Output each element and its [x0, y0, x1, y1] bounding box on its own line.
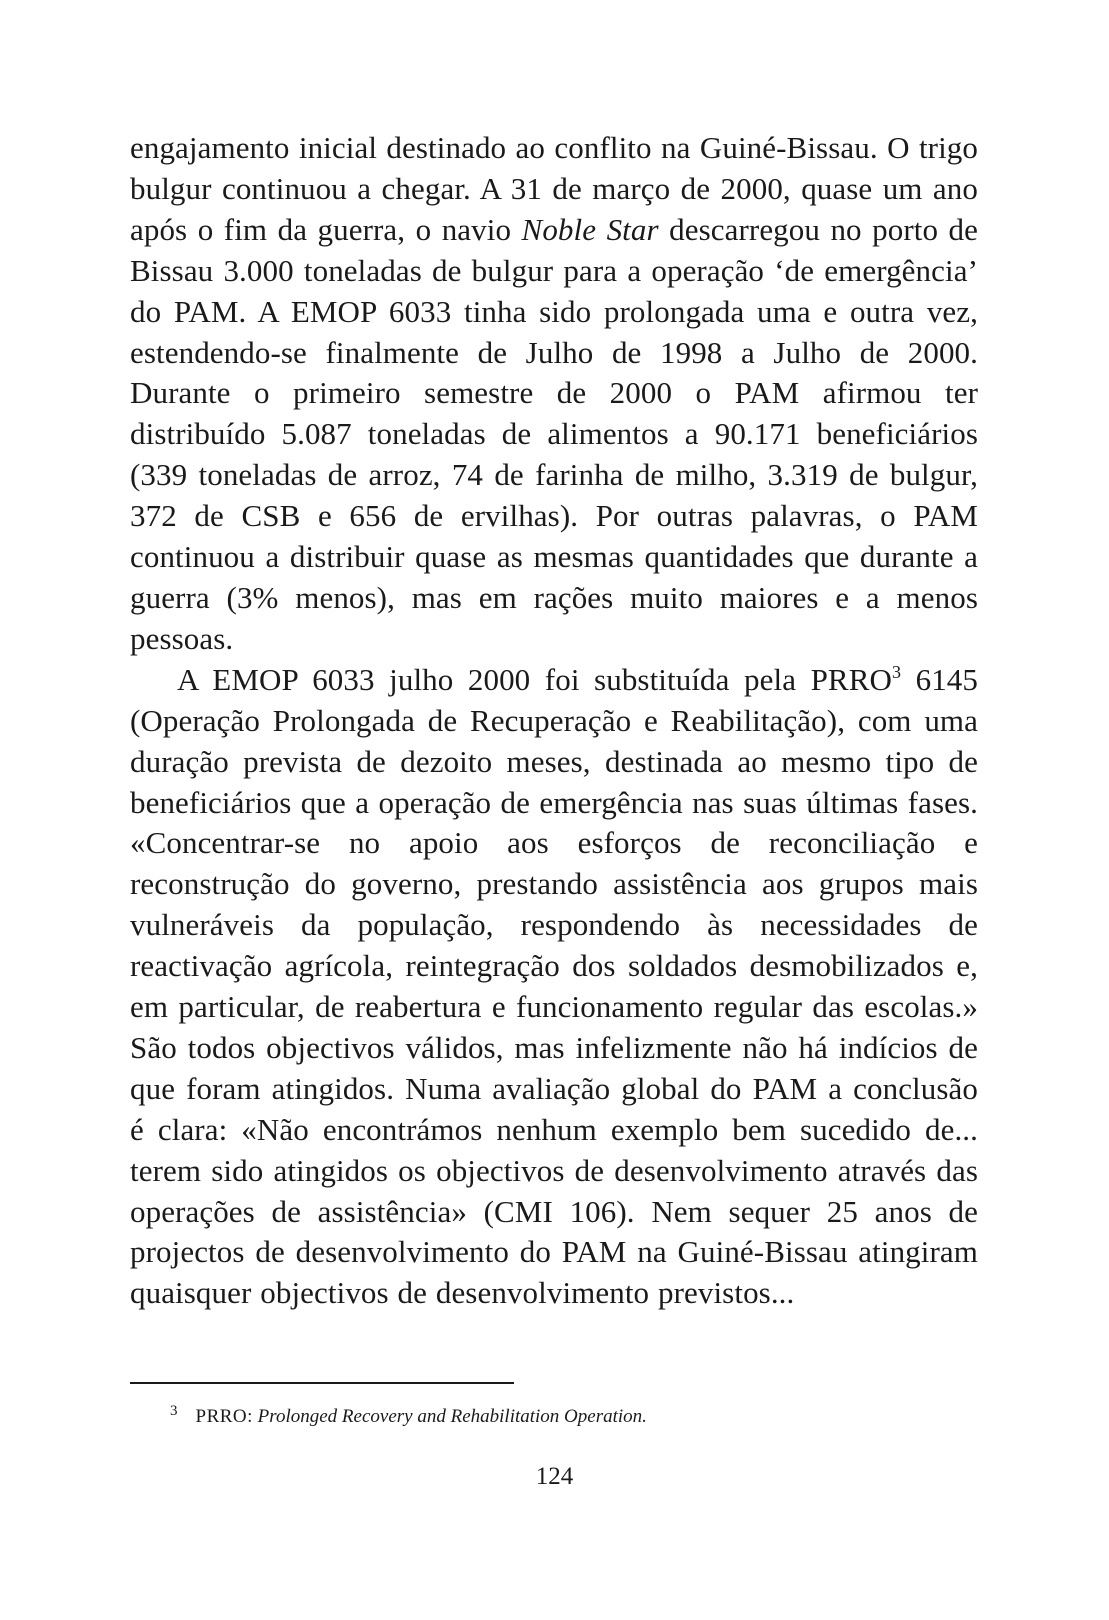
acronym-pam: PAM: [173, 293, 239, 329]
paragraph-2-text: na Guiné-Bissau atingiram quaisquer objectivos de desenvolvimento previstos...: [130, 1234, 978, 1311]
acronym-pam: PAM: [734, 375, 800, 411]
paragraph-2: [130, 660, 978, 1315]
footnote-number: 3: [170, 1403, 178, 1419]
body-text: [130, 128, 978, 1314]
paragraph-1-text: . A EMOP 6033 tinha sido prolongada uma e outra vez, estendendo-se finalmente de Julho de 1998 a Julho de 2000. Durante o primeiro semestre de 2000 o: [130, 293, 978, 411]
paragraph-2-text: a conclusão é clara: «Não encontrámos nenhum exemplo bem sucedido de... terem sido atingidos os objectivos de desenvolvimento através das operações de assistência» (CMI 106). Nem sequer 25 anos de projectos de desenvolvimento do: [130, 1070, 978, 1270]
acronym-prro: PRRO: [810, 661, 892, 697]
paragraph-2-text: A EMOP 6033 julho 2000 foi substituída pela: [177, 661, 811, 697]
paragraph-1-text: continuou a distribuir quase as mesmas quantidades que durante a guerra (3% menos), mas em rações muito maiores e a menos pessoas.: [130, 539, 978, 656]
ship-name: Noble Star: [521, 211, 659, 247]
footnote-label: PRRO:: [195, 1406, 253, 1427]
footnote-reference[interactable]: 3: [891, 661, 902, 682]
acronym-pam: PAM: [913, 498, 978, 534]
acronym-pam: PAM: [561, 1234, 627, 1270]
footnote-title: Prolonged Recovery and Rehabilitation Operation.: [257, 1406, 647, 1427]
page-number: 124: [535, 1463, 574, 1490]
paragraph-1-text: e 656 de ervilhas). Por outras palavras, o: [300, 498, 914, 534]
footnote-divider: [130, 1382, 514, 1384]
paragraph-2-text: 6145 (Operação Prolongada de Recuperação e Reabilitação), com uma duração prevista de dezoito meses, destinada ao mesmo tipo de beneficiários que a operação de emergência nas suas últimas fases. «Concentrar-se no apoio aos esforços de reconciliação e reconstrução do governo, prestando assistência aos grupos mais vulneráveis da população, respondendo às necessidades de reactivação agrícola, reintegração dos soldados desmobilizados e, em particular, de reabertura e funcionamento regular das escolas.» São todos objectivos válidos, mas infelizmente não há indícios de que foram atingidos. Numa avaliação global do: [130, 661, 979, 1106]
footnote: [170, 1398, 970, 1430]
paragraph-1-text: descarregou no porto de Bissau 3.000 toneladas de bulgur para a operação ‘de emergência’ do: [130, 211, 978, 329]
paragraph-1-text: engajamento inicial destinado ao conflito na Guiné-Bissau. O trigo bulgur continuou a chegar. A 31 de março de 2000, quase um ano após o fim da guerra, o navio: [130, 130, 978, 247]
acronym-csb: CSB: [241, 498, 301, 534]
paragraph-1-text: afirmou ter distribuído 5.087 toneladas de alimentos a 90.171 beneficiários (339 toneladas de arroz, 74 de farinha de milho, 3.319 de bulgur, 372 de: [130, 375, 978, 534]
acronym-pam: PAM: [752, 1070, 818, 1106]
paragraph-1: [130, 128, 978, 660]
